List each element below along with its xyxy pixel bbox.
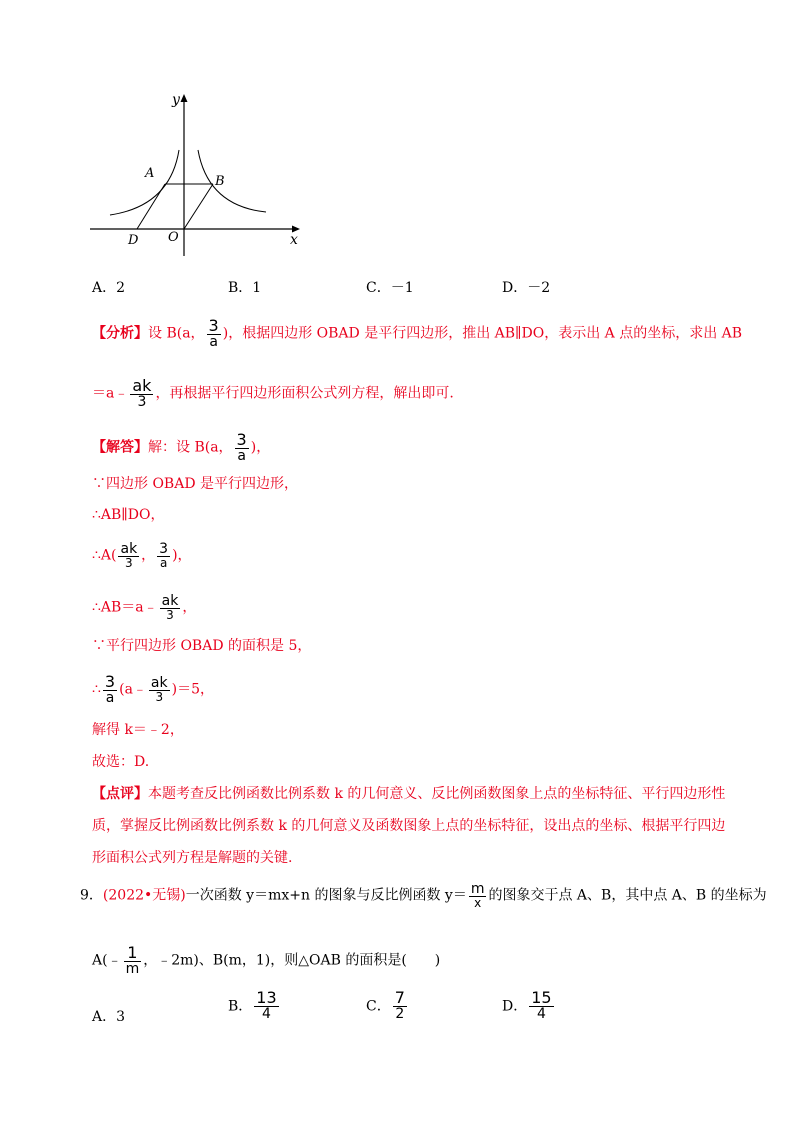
q9-source: (2022•无锡) (102, 887, 186, 904)
solution-line-4: ∴A( $\frac{ak}{3}$ ， $\frac{3}{a}$ )， (92, 541, 192, 570)
fraction: $\frac{ak}{3}$ (120, 541, 138, 570)
fraction: $\frac{3}{a}$ (159, 541, 169, 570)
q9-option-a[interactable]: A．3 (92, 1009, 126, 1025)
solution-line-2: ∵四边形 OBAD 是平行四边形， (92, 476, 299, 492)
fraction: $\frac{3}{a}$ (208, 316, 219, 350)
segment-ad (137, 184, 165, 229)
hyperbola-graph (88, 88, 308, 260)
fraction: $\frac{13}{4}$ (256, 988, 277, 1022)
analysis-tag: 【分析】 (92, 325, 148, 342)
fraction: $\frac{ak}{3}$ (150, 675, 168, 704)
left-hyperbola-branch (110, 150, 179, 215)
solution-line-6: ∵平行四边形 OBAD 的面积是 5， (92, 638, 312, 654)
q8-option-a[interactable]: A．2 (92, 280, 126, 296)
fraction: $\frac{1}{m}$ (125, 943, 140, 977)
solution-tag: 【解答】 (92, 439, 148, 456)
segment-bo (184, 184, 213, 229)
right-hyperbola-branch (198, 150, 266, 212)
label-d: D (128, 233, 139, 248)
label-x: x (290, 232, 298, 248)
solution-line-8: 解得 k＝﹣2， (92, 722, 184, 738)
label-o: O (168, 230, 179, 245)
solution-line-7: ∴ $\frac{3}{a}$ (a﹣ $\frac{ak}{3}$ )＝5， (92, 672, 214, 706)
fraction: $\frac{ak}{3}$ (132, 376, 152, 410)
comment-line-3: 形面积公式列方程是解题的关键. (92, 850, 293, 866)
q8-option-b[interactable]: B．1 (228, 280, 262, 296)
comment-line-2: 质，掌握反比例函数比例系数 k 的几何意义及函数图象上点的坐标特征，设出点的坐标、根据平行四边 (92, 818, 726, 834)
fraction: $\frac{15}{4}$ (531, 988, 552, 1022)
fraction: $\frac{3}{a}$ (104, 672, 116, 706)
analysis-line-2: ＝a﹣ $\frac{ak}{3}$ ，再根据平行四边形面积公式列方程，解出即可. (92, 376, 454, 410)
label-a: A (145, 166, 155, 181)
solution-line-3: ∴AB∥DO， (92, 507, 165, 523)
q9-line-2: A(﹣ $\frac{1}{m}$ ，﹣2m)、B(m，1)，则△OAB 的面积是( ) (92, 943, 441, 977)
comment-tag: 【点评】 (92, 786, 148, 802)
label-y: y (172, 92, 180, 108)
label-b: B (215, 174, 225, 189)
fraction: $\frac{m}{x}$ (470, 881, 485, 910)
fraction: $\frac{ak}{3}$ (161, 593, 179, 622)
fraction: $\frac{3}{a}$ (236, 430, 247, 464)
y-axis-arrow (181, 94, 188, 102)
solution-line-9: 故选：D. (92, 754, 150, 770)
q9-number: 9． (80, 887, 103, 904)
fraction: $\frac{7}{2}$ (394, 988, 405, 1022)
q9-line-1: 9．(2022•无锡)一次函数 y＝mx+n 的图象与反比例函数 y＝ $\frac{m}{x}$ 的图象交于点 A、B，其中点 A、B 的坐标为 (80, 881, 767, 910)
q9-option-d[interactable]: D． $\frac{15}{4}$ (502, 988, 552, 1022)
q9-option-b[interactable]: B． $\frac{13}{4}$ (228, 988, 277, 1022)
analysis-line-1: 【分析】设 B(a， $\frac{3}{a}$ )，根据四边形 OBAD 是平行四边形，推出 AB∥DO，表示出 A 点的坐标，求出 AB (92, 316, 743, 350)
comment-line-1: 【点评】本题考查反比例函数比例系数 k 的几何意义、反比例函数图象上点的坐标特征、平行四边形性 (92, 786, 726, 802)
solution-line-5: ∴AB＝a﹣ $\frac{ak}{3}$ ， (92, 593, 197, 622)
q8-option-c[interactable]: C．－1 (366, 280, 414, 296)
solution-line-1: 【解答】解：设 B(a， $\frac{3}{a}$ )， (92, 430, 271, 464)
q8-option-d[interactable]: D．－2 (502, 280, 551, 296)
q9-option-c[interactable]: C． $\frac{7}{2}$ (366, 988, 405, 1022)
